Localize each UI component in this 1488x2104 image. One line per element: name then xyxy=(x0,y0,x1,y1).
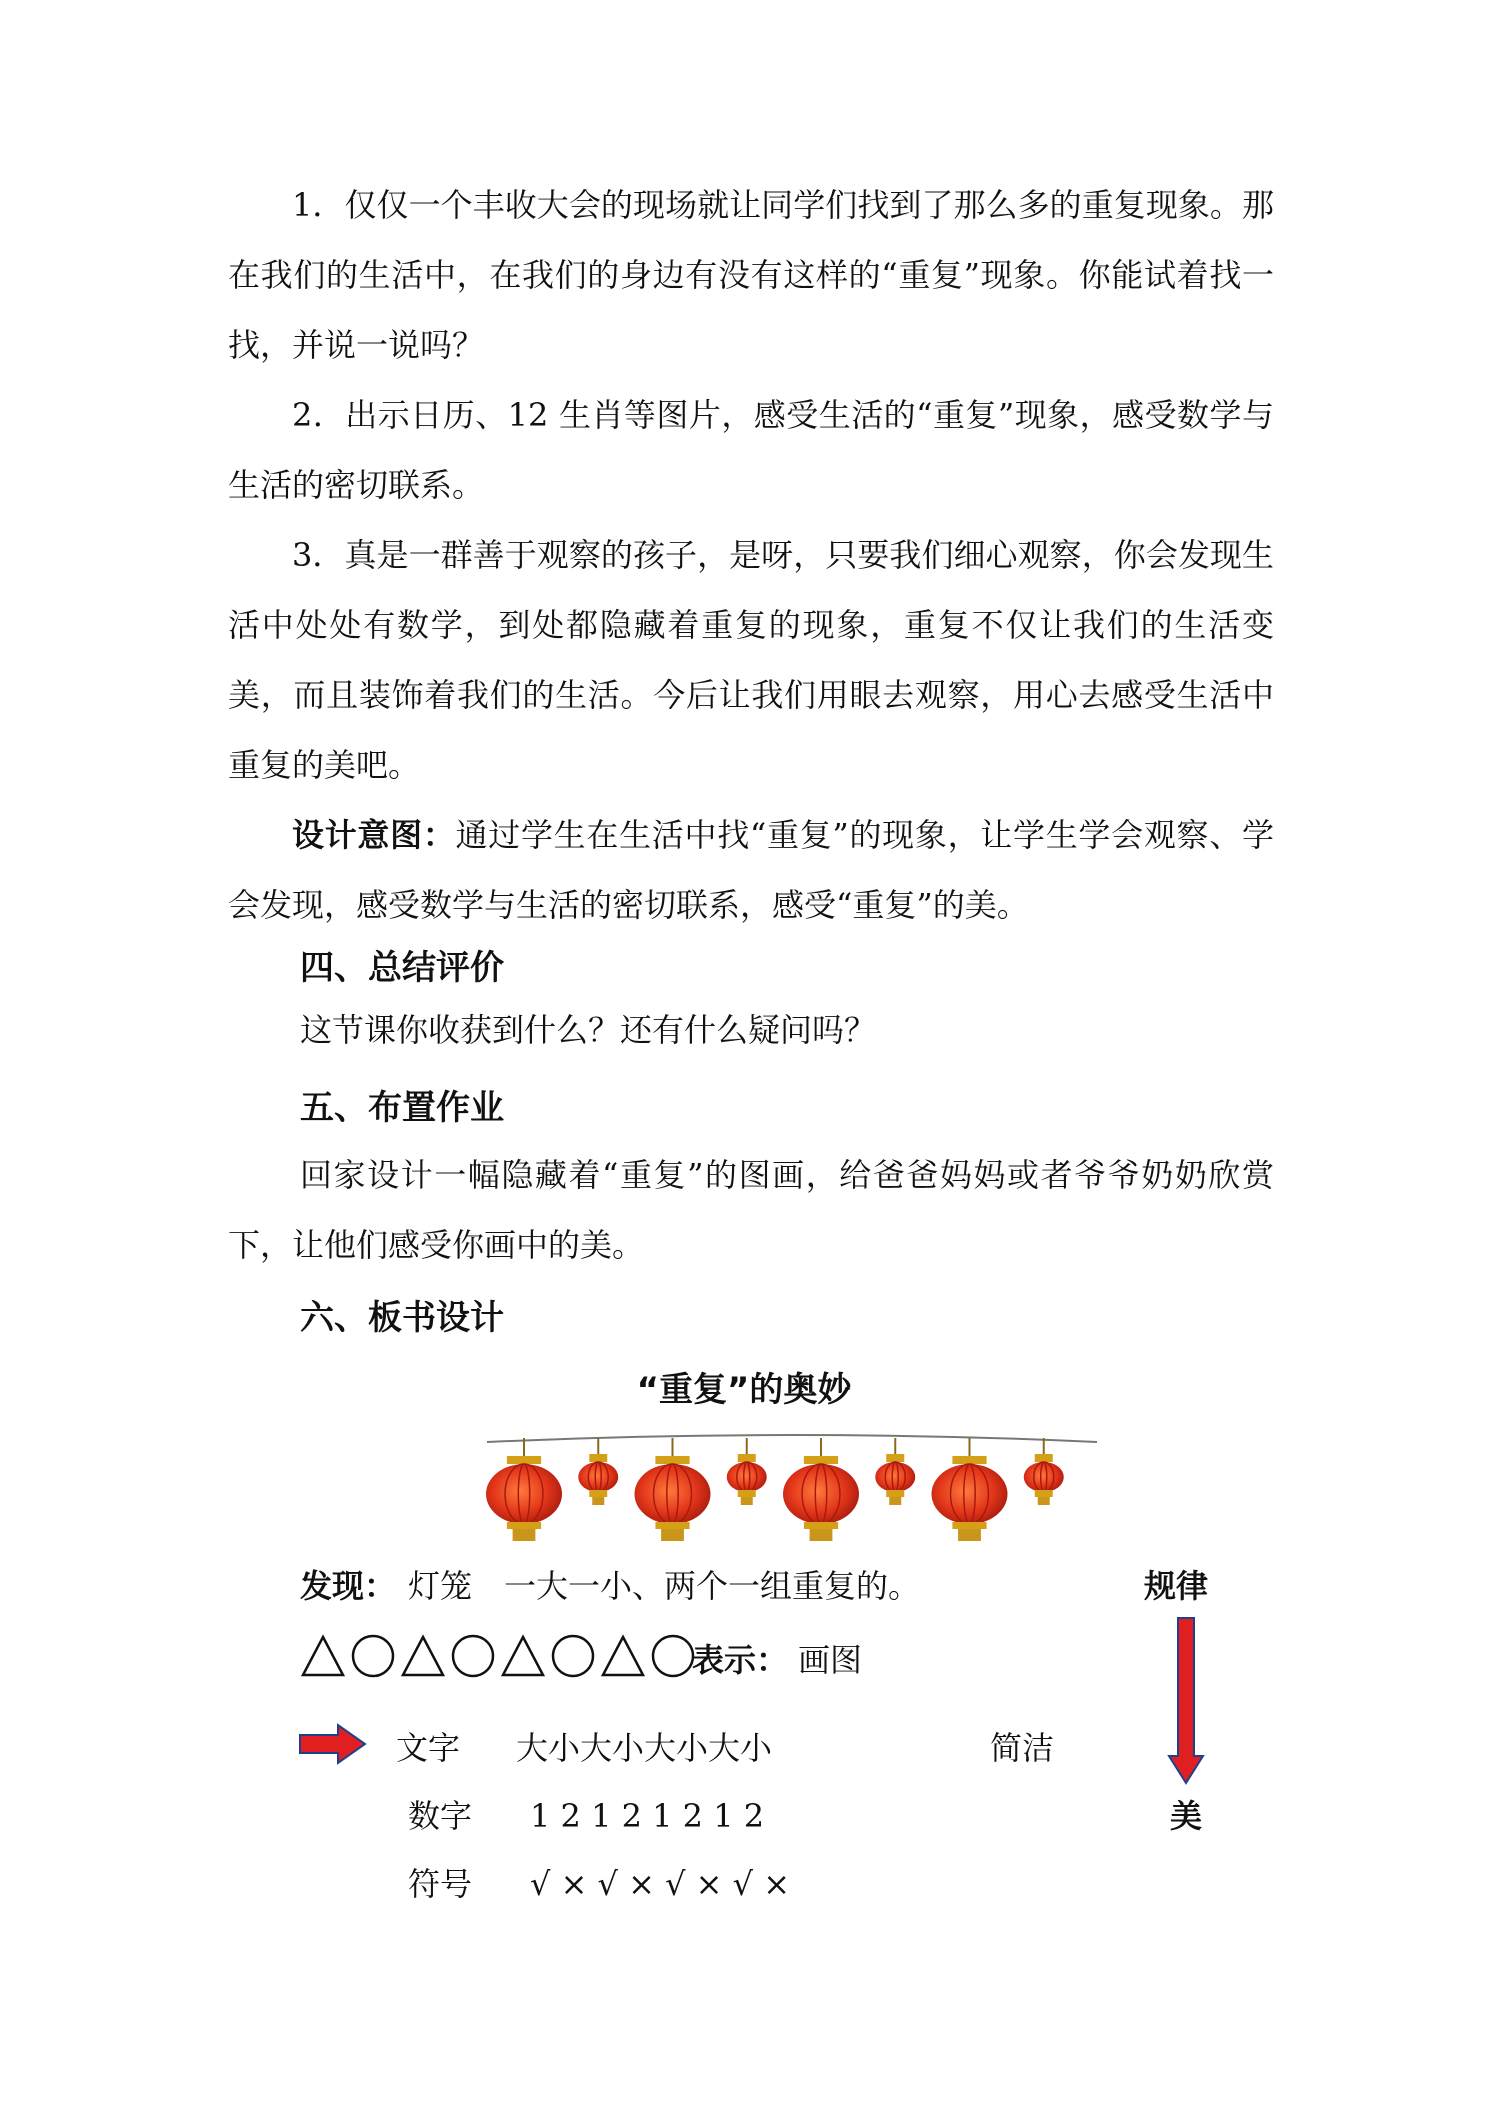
circle-shape-icon xyxy=(450,1633,496,1679)
row-label-number: 数字 xyxy=(408,1797,473,1835)
section-4-title: 四、总结评价 xyxy=(300,948,504,988)
small-lantern-icon xyxy=(727,1438,767,1505)
show-label: 表示： xyxy=(692,1641,789,1679)
rule-label: 规律 xyxy=(1144,1567,1209,1605)
row-value-symbol: √ × √ × √ × √ × xyxy=(530,1865,791,1903)
large-lantern-icon xyxy=(486,1438,562,1541)
large-lantern-icon xyxy=(635,1438,711,1541)
board-title: “重复”的奥妙 xyxy=(636,1370,852,1410)
large-lantern-icon xyxy=(932,1438,1008,1541)
paragraph-3: 3．真是一群善于观察的孩子，是呀，只要我们细心观察，你会发现生活中处处有数学，到处都隐藏着重复的现象，重复不仅让我们的生活变美，而且装饰着我们的生活。今后让我们用眼去观察，用心去感受生活中重复的美吧。 xyxy=(228,536,1274,784)
triangle-shape-icon xyxy=(600,1633,646,1679)
row-label-text: 文字 xyxy=(396,1729,461,1767)
row-value-number: 1 2 1 2 1 2 1 2 xyxy=(530,1797,765,1835)
lantern-string-illustration xyxy=(482,1430,1102,1580)
design-intent-label: 设计意图： xyxy=(292,816,456,854)
small-lantern-icon xyxy=(875,1438,915,1505)
circle-shape-icon xyxy=(350,1633,396,1679)
found-text: 灯笼 一大一小、两个一组重复的。 xyxy=(408,1567,921,1605)
right-arrow-icon xyxy=(298,1722,368,1766)
show-text: 画图 xyxy=(798,1641,863,1679)
row-label-symbol: 符号 xyxy=(408,1865,473,1903)
beauty-label: 美 xyxy=(1170,1797,1203,1835)
circle-shape-icon xyxy=(550,1633,596,1679)
lantern-string xyxy=(487,1435,1097,1442)
paragraph-2: 2．出示日历、12 生肖等图片，感受生活的“重复”现象，感受数学与生活的密切联系。 xyxy=(228,396,1274,504)
small-lantern-icon xyxy=(578,1438,618,1505)
circle-shape-icon xyxy=(650,1633,696,1679)
row-value-text: 大小大小大小大小 xyxy=(516,1729,773,1767)
found-label: 发现： xyxy=(300,1567,397,1605)
large-lantern-icon xyxy=(783,1438,859,1541)
down-arrow-icon xyxy=(1166,1616,1206,1786)
small-lantern-icon xyxy=(1024,1438,1064,1505)
concise-label: 简洁 xyxy=(990,1729,1055,1767)
triangle-shape-icon xyxy=(300,1633,346,1679)
design-intent xyxy=(228,800,1274,940)
triangle-shape-icon xyxy=(400,1633,446,1679)
triangle-shape-icon xyxy=(500,1633,546,1679)
section-6-title: 六、板书设计 xyxy=(300,1298,504,1338)
shape-sequence xyxy=(300,1630,696,1682)
design-intent-text: 通过学生在生活中找“重复”的现象，让学生学会观察、学会发现，感受数学与生活的密切联系，感受“重复”的美。 xyxy=(228,816,1274,924)
section-5-text: 回家设计一幅隐藏着“重复”的图画，给爸爸妈妈或者爷爷奶奶欣赏下，让他们感受你画中的美。 xyxy=(228,1156,1274,1264)
section-4-text: 这节课你收获到什么？还有什么疑问吗？ xyxy=(300,1011,877,1049)
paragraph-1: 1．仅仅一个丰收大会的现场就让同学们找到了那么多的重复现象。那在我们的生活中，在我们的身边有没有这样的“重复”现象。你能试着找一找，并说一说吗？ xyxy=(228,186,1274,364)
section-5-title: 五、布置作业 xyxy=(300,1088,504,1128)
